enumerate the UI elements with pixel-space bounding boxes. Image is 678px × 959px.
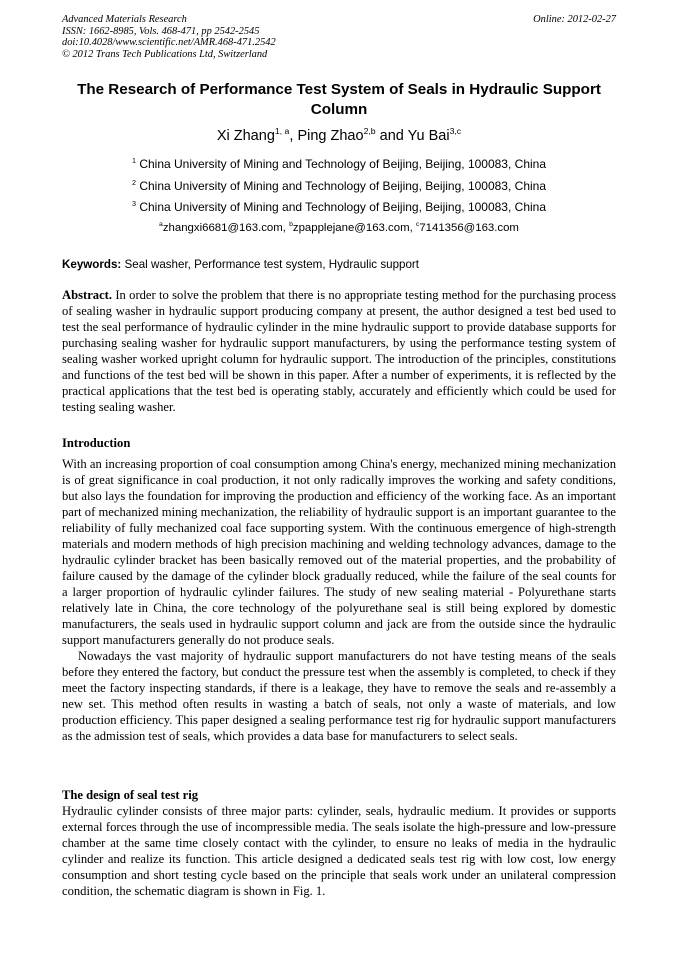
affiliation <box>62 156 616 172</box>
section-heading: Introduction <box>62 436 131 450</box>
introduction-section <box>62 435 616 744</box>
email-address: 7141356@163.com <box>419 222 519 234</box>
design-section <box>62 787 616 899</box>
email-superscript: c <box>415 221 420 229</box>
abstract-label: Abstract. <box>62 288 113 302</box>
doi-line: doi:10.4028/www.scientific.net/AMR.468-471.2542 <box>62 37 276 49</box>
affiliation-superscript: 3 <box>131 199 136 208</box>
author-separator: , <box>289 128 298 144</box>
paper-title: The Research of Performance Test System of Seals in Hydraulic Support Column <box>77 81 601 118</box>
author-superscript: 1, a <box>274 126 290 137</box>
email-line: $^a$zhangxi6681@163.com, $^b$zpapplejane@163.com, $^c$7141356@163.com <box>159 221 519 234</box>
keywords-text: Seal washer, Performance test system, Hydraulic support <box>124 258 419 271</box>
affiliation-superscript: 1 <box>131 156 136 165</box>
author-superscript: 2,b <box>363 126 376 137</box>
keywords-label: Keywords: <box>62 258 122 271</box>
online-date: Online: 2012-02-27 <box>533 14 616 25</box>
journal-name: Advanced Materials Research <box>62 14 187 25</box>
copyright-line: © 2012 Trans Tech Publications Ltd, Switzerland <box>62 48 268 60</box>
email-superscript: b <box>289 221 293 229</box>
section-body <box>62 803 616 899</box>
email-address: zpapplejane@163.com <box>292 222 410 234</box>
author-name: Xi Zhang <box>216 128 275 144</box>
author-list <box>62 126 616 146</box>
email-address: zhangxi6681@163.com <box>162 222 283 234</box>
paragraph: With an increasing proportion of coal consumption among China's energy, mechanized mining mechanization is of great significance in coal production, it not only radically improves the working and safety conditions, but also lays the foundation for improving the production and efficiency of the working face. As an important part of mechanized mining mechanization, the reliability of hydraulic support is an important guarantee to the reliability of fully mechanized coal face supporting system. With the continuous emergence of high-strength materials and modern methods of high precision machining and welding technology advances, damage to the hydraulic cylinder bracket has been basically removed out of the material properties, and the probability of failure caused by the damage of the cylinder block gradually reduced, while the failure of the seal counts for a larger proportion of hydraulic cylinder failures. The study of new sealing material - Polyurethane starts relatively late in China, the core technology of the polyurethane seal is still being explored by domestic manufacturers, the seals used in hydraulic support column and jack are from the outside since the hydraulic support manufacturers generally do not produce seals. <box>62 457 616 647</box>
author-name: Ping Zhao <box>297 128 364 144</box>
issn-line: ISSN: 1662-8985, Vols. 468-471, pp 2542-2545 <box>62 25 260 37</box>
author-name: Yu Bai <box>407 128 450 144</box>
keywords <box>62 257 616 273</box>
paragraph: Hydraulic cylinder consists of three major parts: cylinder, seals, hydraulic medium. It provides or supports external forces through the use of incompressible media. The seals isolate the high-pressure and low-pressure chamber at the same time closely contact with the cylinder, to ensure no leaks of media in the hydraulic cylinder and realize its function. This article designed a dedicated seals test rig with low cost, low energy consumption and short testing cycle based on the principle that seals work under an unilateral compression condition, the schematic diagram is shown in Fig. 1. <box>62 804 616 898</box>
abstract <box>62 287 616 415</box>
affiliation-text: China University of Mining and Technology of Beijing, Beijing, 100083, China <box>139 157 547 171</box>
paragraph: Nowadays the vast majority of hydraulic support manufacturers do not have testing means of the seals before they entered the factory, but conduct the pressure test when the assembly is completed, to check if they meet the factory inspecting standards, if there is a leakage, they have to remove the seals and re-assembly a new set. This method often results in wasting a batch of seals, not only a waste of materials, and low production efficiency. This paper designed a sealing performance test rig for hydraulic support manufacturers as the admission test of seals, which provides a data base for manufacturers to select seals. <box>62 649 616 743</box>
author-separator: and <box>375 128 408 144</box>
affiliation <box>62 178 616 194</box>
affiliation-text: China University of Mining and Technology of Beijing, Beijing, 100083, China <box>139 200 547 214</box>
affiliation <box>62 199 616 215</box>
author-superscript: 3,c <box>449 126 462 137</box>
abstract-text: In order to solve the problem that there is no appropriate testing method for the purchasing process of sealing washer in hydraulic support producing company at present, the author designed a test bed used to test the seal performance of hydraulic cylinder in the mine hydraulic support to provide database supports for purchasing sealing washer for hydraulic support manufacturers, by using the performance testing system of sealing washer worked upright column for hydraulic support. The introduction of the principles, constitutions and functions of the test bed will be shown in this paper. After a number of experiments, it is reflected by the practical applications that the test bed is operating stably, accurately and efficiently which could be used for testing sealing washer. <box>62 288 617 414</box>
journal-header <box>62 14 616 60</box>
section-heading: The design of seal test rig <box>62 788 199 802</box>
email-superscript: a <box>159 221 163 229</box>
affiliation-text: China University of Mining and Technology of Beijing, Beijing, 100083, China <box>139 179 547 193</box>
section-body <box>62 456 616 744</box>
affiliation-superscript: 2 <box>131 178 136 187</box>
